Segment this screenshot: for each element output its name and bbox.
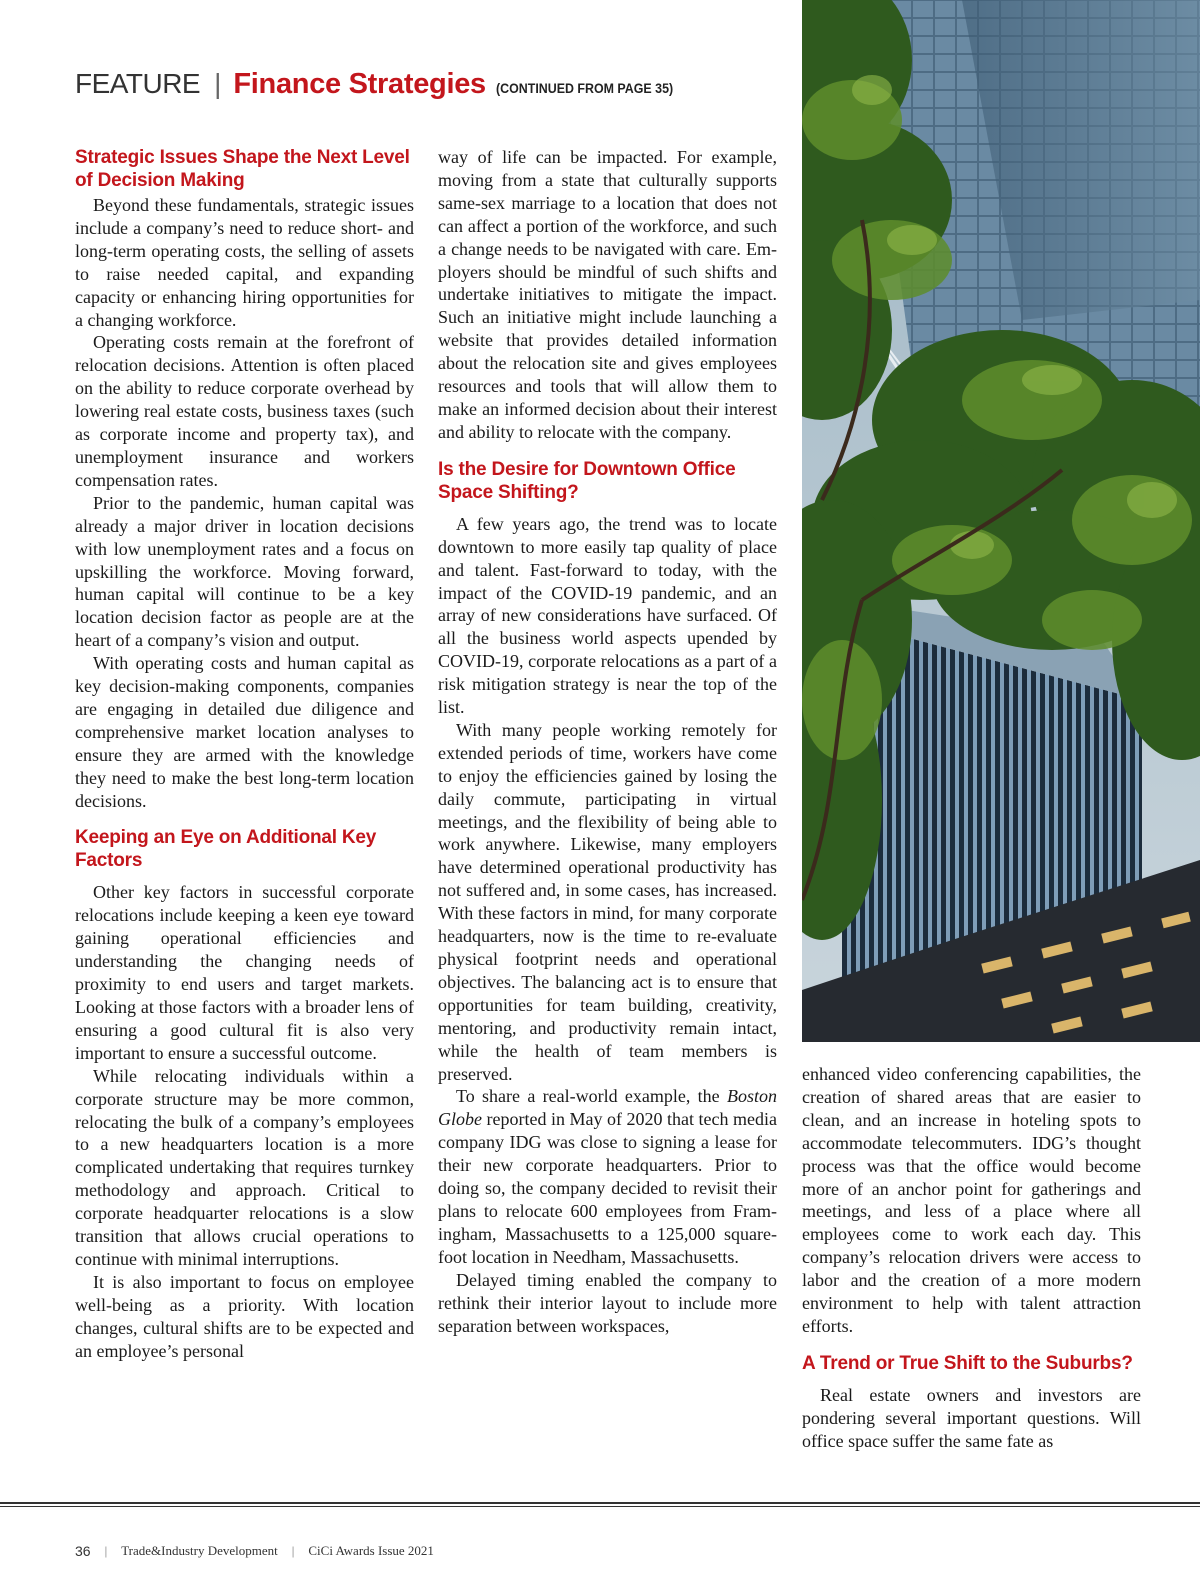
continued-note: (CONTINUED FROM PAGE 35) bbox=[495, 81, 673, 96]
article-column-1 bbox=[75, 146, 414, 1363]
publication-name: Boston Globe bbox=[438, 1086, 777, 1130]
footer-rule bbox=[0, 1506, 1200, 1507]
heading-strategic-issues: Strategic Issues Shape the Next Level of Decision Making bbox=[75, 147, 410, 191]
section-title: Finance Strategies bbox=[233, 68, 486, 100]
photo-trees-skyscrapers bbox=[802, 0, 1200, 1042]
heading-downtown-office: Is the Desire for Downtown Office Space Shifting? bbox=[438, 458, 736, 503]
paragraph: way of life can be impacted. For example, moving from a state that culturally supports same-sex marriage to a location that does not can affect a portion of the workforce, and such a change needs to be navigated with care. Employers should be mindful of such shifts and undertake initiatives to mitigate the impact. Such an initiative might include launching a website that provides detailed information about the relocation site and gives employees resources and tools that will allow them to make an informed decision about their interest and ability to relocate with the company. bbox=[438, 147, 777, 442]
paragraph: Prior to the pandemic, human capital was already a major driver in location decisions with low unemployment rates and a focus on upskilling the workforce. Moving forward, human capital will continue to be a key location decision factor as people are at the heart of a company’s vision and output. bbox=[75, 492, 414, 651]
paragraph: With operating costs and human capital as key decision-making components, companies are engaging in detailed due diligence and comprehensive market location analyses to ensure they are armed with the knowledge they need to make the best long-term location decisions. bbox=[75, 653, 414, 811]
text-run: To share a real-world example, the bbox=[456, 1086, 727, 1107]
feature-header bbox=[75, 68, 795, 108]
paragraph: Real estate owners and investors are pondering several important questions. Will office space suffer the same fate as bbox=[802, 1384, 1141, 1451]
paragraph: Operating costs remain at the forefront of relocation decisions. Attention is often placed on the ability to reduce corporate overhead by lowering real estate costs, business taxes (such as corporate income and property tax), and unemployment insurance and workers compensation rates. bbox=[75, 332, 414, 490]
feature-label: FEATURE bbox=[75, 68, 201, 99]
paragraph: With many people working remotely for extended periods of time, workers have come to enjoy the efficiencies gained by losing the daily commute, participating in virtual meetings, and the flexibility of being able to work anywhere. Likewise, many employers have determined operational productivity has not suffered and, in some cases, has increased. With these factors in mind, for many corporate headquarters, now is the time to re-evaluate physical footprint needs and operational objectives. The balancing act is to ensure that opportunities for team building, creativity, mentoring, and productivity remain intact, while the health of team members is preserved. bbox=[438, 719, 777, 1084]
paragraph: Other key factors in successful corporate relocations include keeping a keen eye toward gaining operational efficiencies and understanding the changing needs of proximity to end users and target markets. Looking at those factors with a broader lens of ensuring a good cultural fit is also very important to ensure a successful outcome. bbox=[75, 882, 414, 1063]
issue-title: CiCi Awards Issue 2021 bbox=[308, 1543, 434, 1558]
heading-suburbs: A Trend or True Shift to the Suburbs? bbox=[802, 1352, 1133, 1374]
paragraph: Beyond these fundamentals, strategic issues include a company’s need to reduce short- and long-term operating costs, the selling of assets to raise needed capital, and expanding capacity or enhancing hiring opportunities for a changing workforce. bbox=[75, 195, 414, 330]
header-separator: | bbox=[214, 68, 222, 99]
paragraph: A few years ago, the trend was to locate downtown to more easily tap quality of place and talent. Fast-forward to today, with the impact of the COVID-19 pandemic, and an array of new considerations have surfaced. Of all the business world aspects upended by COVID-19, corporate relocations as a part of a risk mitigation strategy is near the top of the list. bbox=[438, 513, 777, 718]
paragraph: While relocating individuals within a corporate structure may be more common, relocating the bulk of a company’s employees to a new headquarters location is a more complicated undertaking that requires turnkey methodology and approach. Critical to corporate headquarter relocations is a slow transition that allows crucial operations to continue with minimal interruptions. bbox=[75, 1065, 414, 1269]
article-column-3 bbox=[802, 1063, 1141, 1453]
footer-separator: | bbox=[291, 1543, 295, 1558]
footer-rule bbox=[0, 1502, 1200, 1504]
publication-title: Trade&Industry Development bbox=[121, 1543, 278, 1558]
paragraph-boston-globe bbox=[438, 1085, 777, 1268]
page-number: 36 bbox=[75, 1543, 91, 1559]
text-run: reported in May of 2020 that tech media company IDG was close to signing a lease for their new corporate headquarters. Prior to doing so, the company decided to revisit their plans to relocate 600 employees from Framingham, Massachusetts to a 125,000 square-foot location in Needham, Massachusetts. bbox=[438, 1109, 777, 1267]
paragraph: It is also important to focus on employee well-being as a priority. With location changes, cultural shifts are to be expected and an employee’s personal bbox=[75, 1271, 414, 1361]
paragraph: Delayed timing enabled the company to rethink their interior layout to include more separation between workspaces, bbox=[438, 1269, 777, 1336]
heading-key-factors: Keeping an Eye on Additional Key Factors bbox=[75, 827, 377, 872]
footer-separator: | bbox=[104, 1543, 108, 1558]
page-footer bbox=[75, 1541, 434, 1561]
paragraph: enhanced video conferencing capabilities, the creation of shared areas that are easier to clean, and an increase in hoteling spots to accommodate telecommuters. IDG’s thought process was that the office would become more of an anchor point for gatherings and meetings, and less of a place where all employees come to work each day. This company’s relocation drivers were access to labor and the creation of a more modern environment to help with talent attraction efforts. bbox=[802, 1064, 1141, 1336]
article-column-2 bbox=[438, 146, 777, 1337]
